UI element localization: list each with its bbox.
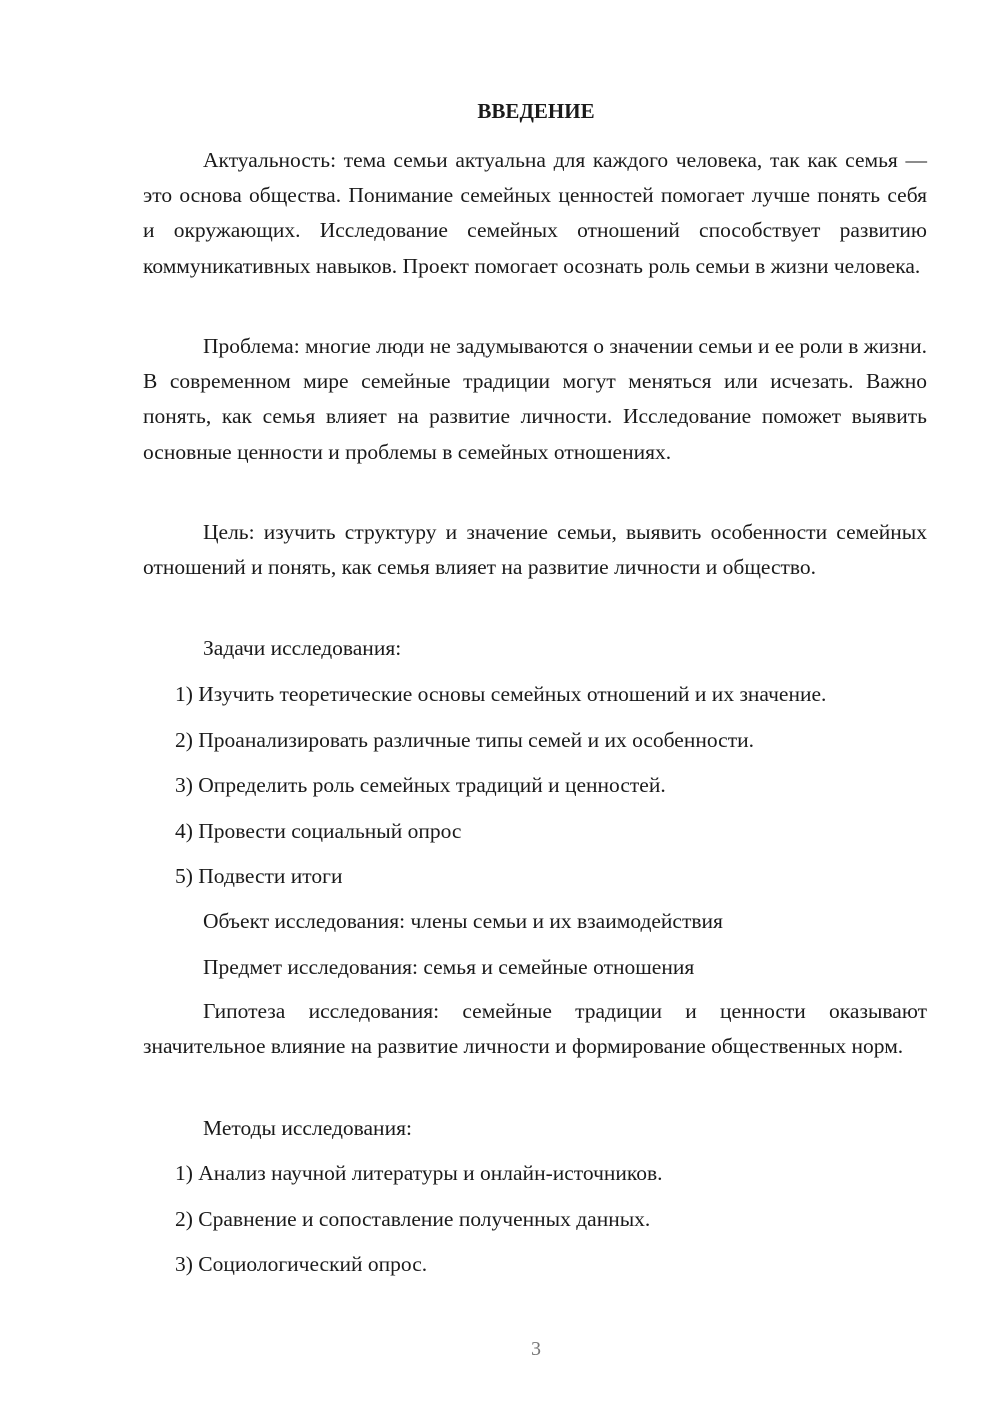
method-item: 3) Социологический опрос. xyxy=(175,1252,428,1276)
method-item: 1) Анализ научной литературы и онлайн-источников. xyxy=(175,1161,663,1185)
hypothesis-paragraph: Гипотеза исследования: семейные традиции и ценности оказывают значительное влияние на развитие личности и формирование общественных норм. xyxy=(143,999,927,1059)
page-number: 3 xyxy=(531,1338,541,1360)
task-item: 3) Определить роль семейных традиций и ценностей. xyxy=(175,773,666,797)
task-item: 1) Изучить теоретические основы семейных отношений и их значение. xyxy=(175,682,827,706)
page-title: ВВЕДЕНИЕ xyxy=(477,99,595,123)
research-object: Объект исследования: члены семьи и их взаимодействия xyxy=(203,909,723,933)
goal-paragraph: Цель: изучить структуру и значение семьи, выявить особенности семейных отношений и понять, как семья влияет на развитие личности и общество. xyxy=(143,520,927,580)
task-item: 5) Подвести итоги xyxy=(175,864,343,888)
research-subject: Предмет исследования: семья и семейные отношения xyxy=(203,955,695,979)
tasks-heading: Задачи исследования: xyxy=(203,636,402,660)
relevance-paragraph: Актуальность: тема семьи актуальна для каждого человека, так как семья — это основа общества. Понимание семейных ценностей помогает лучше понять себя и окружающих. Исследование семейных отношений способствует развитию коммуникативных навыков. Проект помогает осознать роль семьи в жизни человека. xyxy=(143,148,927,278)
methods-heading: Методы исследования: xyxy=(203,1116,412,1140)
method-item: 2) Сравнение и сопоставление полученных данных. xyxy=(175,1207,651,1231)
problem-paragraph: Проблема: многие люди не задумываются о значении семьи и ее роли в жизни. В современном мире семейные традиции могут меняться или исчезать. Важно понять, как семья влияет на развитие личности. Исследование поможет выявить основные ценности и проблемы в семейных отношениях. xyxy=(143,334,927,464)
task-item: 4) Провести социальный опрос xyxy=(175,819,462,843)
task-item: 2) Проанализировать различные типы семей и их особенности. xyxy=(175,728,754,752)
